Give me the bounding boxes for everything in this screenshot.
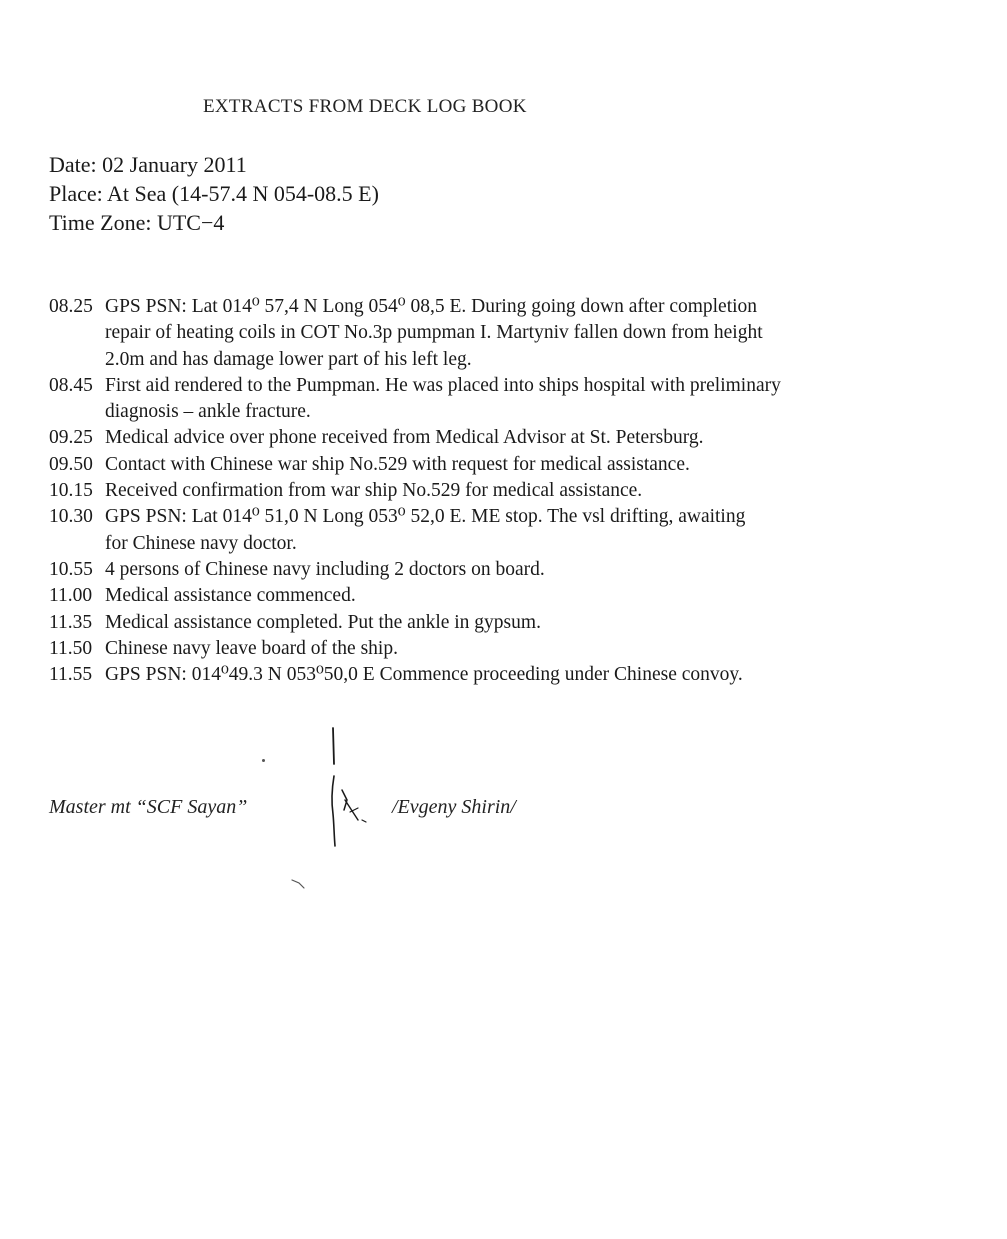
entry-line: diagnosis – ankle fracture. bbox=[105, 401, 311, 423]
entry-text bbox=[105, 610, 929, 636]
entry-line: 4 persons of Chinese navy including 2 doctors on board. bbox=[105, 558, 545, 580]
entry-line: for Chinese navy doctor. bbox=[105, 532, 297, 554]
entry-time: 11.00 bbox=[49, 585, 93, 607]
date-line: Date: 02 January 2011 bbox=[49, 152, 247, 177]
entry-time: 11.35 bbox=[49, 611, 93, 633]
entry-line: 2.0m and has damage lower part of his left leg. bbox=[105, 348, 472, 370]
log-entry bbox=[49, 557, 929, 583]
log-entry bbox=[49, 452, 929, 478]
entry-text bbox=[105, 478, 929, 504]
header-block bbox=[49, 150, 379, 237]
entry-line: First aid rendered to the Pumpman. He was placed into ships hospital with preliminary bbox=[105, 374, 781, 396]
entry-time: 08.25 bbox=[49, 296, 93, 317]
entry-time: 09.50 bbox=[49, 453, 93, 475]
entry-line: Medical assistance completed. Put the ankle in gypsum. bbox=[105, 611, 541, 633]
entry-time: 08.45 bbox=[49, 374, 93, 396]
entry-text bbox=[105, 636, 929, 662]
log-entry bbox=[49, 425, 929, 451]
entry-line: GPS PSN: Lat 014⁰ 51,0 N Long 053⁰ 52,0 E. ME stop. The vsl drifting, awaiting bbox=[105, 506, 746, 528]
entry-line: GPS PSN: 014⁰49.3 N 053⁰50,0 E Commence proceeding under Chinese convoy. bbox=[105, 664, 743, 686]
entry-text bbox=[105, 294, 929, 373]
signatory-role: Master mt “SCF Sayan” bbox=[49, 796, 248, 818]
entry-line: Medical advice over phone received from Medical Advisor at St. Petersburg. bbox=[105, 427, 704, 449]
entry-text bbox=[105, 504, 929, 557]
log-entry bbox=[49, 583, 929, 609]
log-entries bbox=[49, 294, 929, 688]
log-entry bbox=[49, 478, 929, 504]
entry-line: Medical assistance commenced. bbox=[105, 585, 356, 607]
entry-line: Contact with Chinese war ship No.529 with request for medical assistance. bbox=[105, 453, 690, 475]
log-entry bbox=[49, 636, 929, 662]
log-entry bbox=[49, 504, 929, 557]
log-entry bbox=[49, 662, 929, 688]
entry-time: 10.55 bbox=[49, 558, 93, 580]
entry-time: 11.55 bbox=[49, 664, 93, 686]
entry-text bbox=[105, 373, 929, 426]
handwritten-signature bbox=[314, 724, 394, 874]
entry-text bbox=[105, 557, 929, 583]
entry-text bbox=[105, 452, 929, 478]
entry-line: GPS PSN: Lat 014⁰ 57,4 N Long 054⁰ 08,5 E. During going down after completion bbox=[105, 296, 758, 317]
entry-time: 10.15 bbox=[49, 480, 93, 502]
timezone-line: Time Zone: UTC−4 bbox=[49, 210, 225, 235]
log-entry bbox=[49, 294, 929, 373]
entry-line: Chinese navy leave board of the ship. bbox=[105, 637, 398, 659]
entry-line: Received confirmation from war ship No.529 for medical assistance. bbox=[105, 480, 643, 502]
entry-text bbox=[105, 425, 929, 451]
place-line: Place: At Sea (14-57.4 N 054-08.5 E) bbox=[49, 181, 379, 206]
entry-time: 10.30 bbox=[49, 506, 93, 528]
entry-text bbox=[105, 583, 929, 609]
entry-text bbox=[105, 662, 929, 688]
entry-time: 09.25 bbox=[49, 427, 93, 449]
signature-block bbox=[49, 796, 649, 876]
document-title: EXTRACTS FROM DECK LOG BOOK bbox=[203, 96, 527, 117]
signatory-name: /Evgeny Shirin/ bbox=[392, 796, 516, 818]
stray-pen-mark bbox=[290, 876, 310, 890]
entry-line: repair of heating coils in COT No.3p pumpman I. Martyniv fallen down from height bbox=[105, 322, 763, 344]
log-entry bbox=[49, 373, 929, 426]
entry-time: 11.50 bbox=[49, 637, 93, 659]
log-entry bbox=[49, 610, 929, 636]
stray-dot bbox=[262, 759, 265, 762]
